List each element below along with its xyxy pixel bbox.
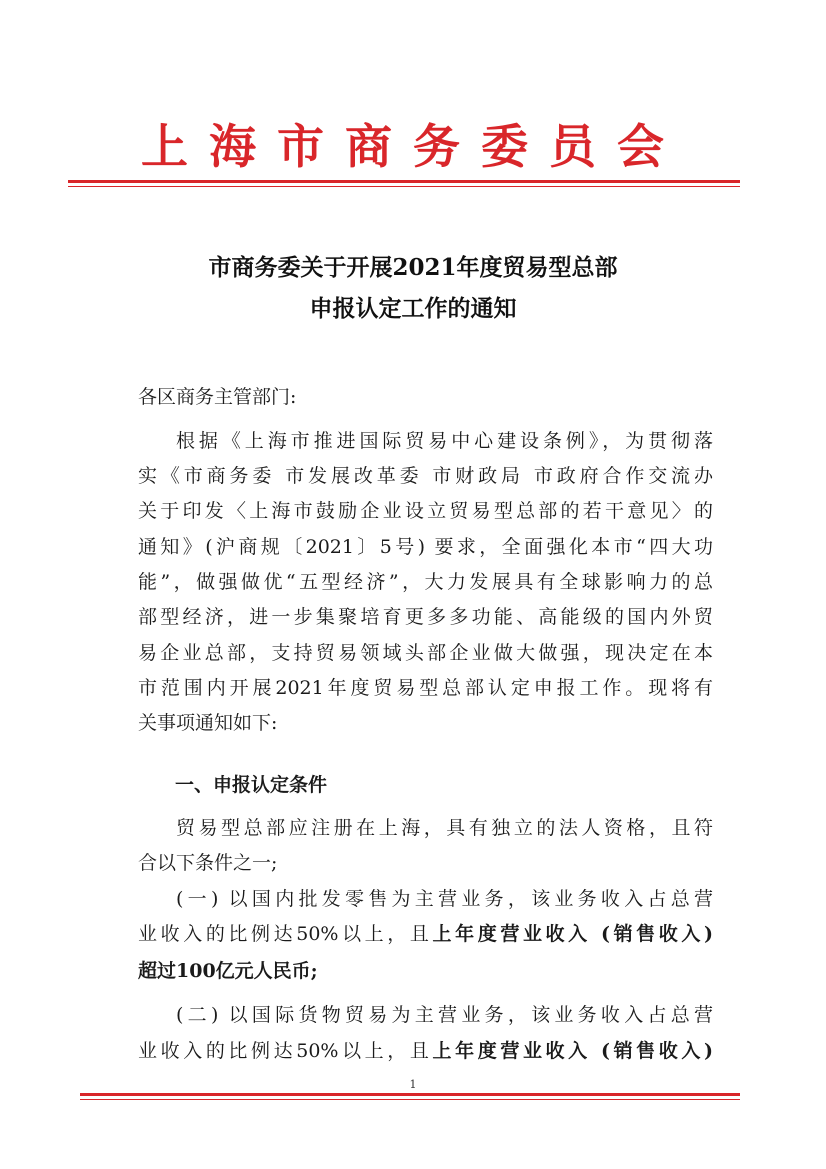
item-1-line-2-normal: 业收入的比例达50%以上，且: [138, 923, 433, 945]
item-1-line-2-bold: 上年度营业收入 (销售收入): [432, 923, 713, 945]
paragraph-1-line-4: 通知》(沪商规〔2021〕5号) 要求，全面强化本市“四大功: [138, 536, 713, 558]
letterhead-org-name: 上海市商务委员会: [141, 120, 685, 175]
paragraph-1-line-8: 市范围内开展2021年度贸易型总部认定申报工作。现将有: [138, 677, 713, 699]
paragraph-1-line-1: 根据《上海市推进国际贸易中心建设条例》，为贯彻落: [176, 430, 713, 452]
paragraph-1-line-3: 关于印发〈上海市鼓励企业设立贸易型总部的若干意见〉的: [138, 500, 713, 522]
item-2-line-2-normal: 业收入的比例达50%以上，且: [138, 1040, 433, 1062]
doc-title-line-2: 申报认定工作的通知: [309, 295, 517, 322]
item-1-line-2: [138, 919, 713, 950]
item-1-line-1: (一) 以国内批发零售为主营业务，该业务收入占总营: [176, 888, 713, 910]
paragraph-1-line-9: 关事项通知如下:: [138, 712, 278, 734]
paragraph-1-line-6: 部型经济，进一步集聚培育更多多功能、高能级的国内外贸: [138, 606, 713, 628]
item-2-line-2: [138, 1036, 713, 1067]
paragraph-1-line-5: 能”，做强做优“五型经济”，大力发展具有全球影响力的总: [138, 571, 713, 593]
footer-rule-thick: [80, 1093, 740, 1096]
section-heading-1: 一、申报认定条件: [175, 774, 328, 796]
salutation: 各区商务主管部门:: [138, 386, 297, 408]
footer-rule-thin: [80, 1099, 740, 1100]
paragraph-1-line-2: 实《市商务委 市发展改革委 市财政局 市政府合作交流办: [138, 465, 713, 487]
item-2-line-2-bold: 上年度营业收入 (销售收入): [432, 1040, 713, 1062]
item-2-line-1: (二) 以国际货物贸易为主营业务，该业务收入占总营: [176, 1004, 713, 1026]
paragraph-2-line-2: 合以下条件之一;: [138, 852, 278, 874]
paragraph-1-line-7: 易企业总部，支持贸易领域头部企业做大做强，现决定在本: [138, 642, 713, 664]
paragraph-2-line-1: 贸易型总部应注册在上海，具有独立的法人资格，且符: [176, 817, 713, 839]
letterhead-rule-thin: [68, 186, 740, 187]
doc-title-line-1: 市商务委关于开展2021年度贸易型总部: [208, 254, 618, 281]
letterhead-rule-thick: [68, 180, 740, 183]
item-1-line-3: 超过100亿元人民币;: [138, 960, 318, 982]
page-number: 1: [409, 1078, 417, 1091]
